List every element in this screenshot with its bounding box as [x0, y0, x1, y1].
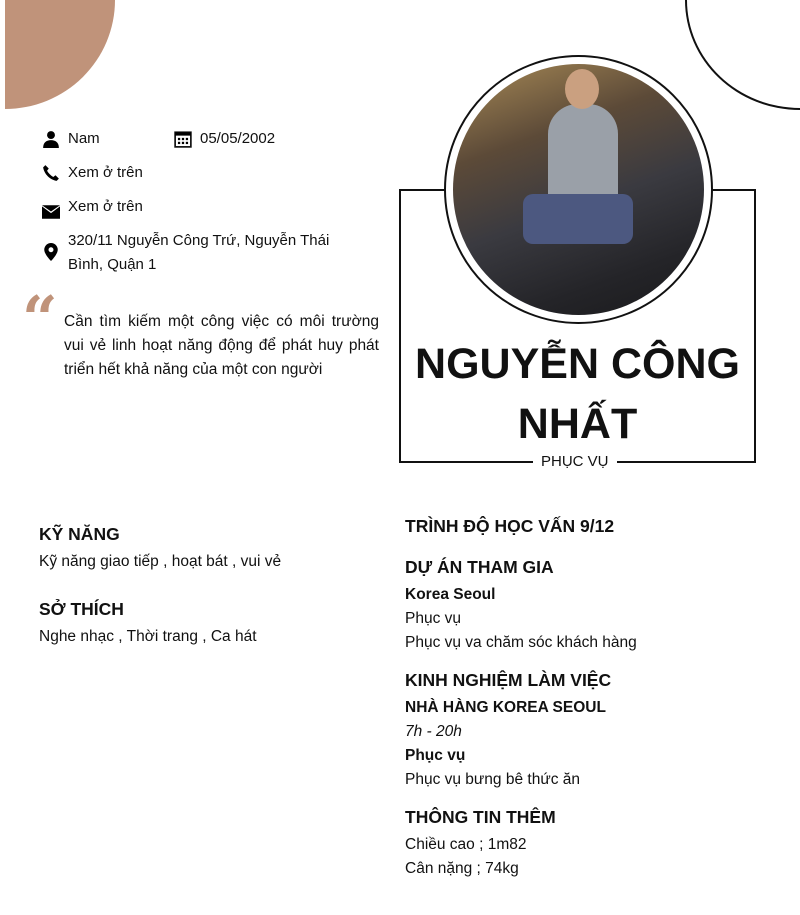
- gender-row: [42, 127, 100, 151]
- avatar-photo: [453, 64, 704, 315]
- email: Xem ở trên: [68, 198, 143, 215]
- project-name: Korea Seoul: [405, 586, 496, 603]
- job-title: PHỤC VỤ: [533, 452, 617, 472]
- career-objective: Cần tìm kiếm một công việc có môi trường vui vẻ linh hoạt năng động để phát huy phát triển hết khả năng của một con người: [64, 313, 379, 378]
- phone: Xem ở trên: [68, 164, 143, 181]
- experience-heading: KINH NGHIỆM LÀM VIỆC: [405, 670, 612, 690]
- dob: 05/05/2002: [200, 130, 276, 147]
- envelope-icon: [42, 203, 60, 221]
- projects-heading: DỰ ÁN THAM GIA: [405, 557, 554, 577]
- education-heading: TRÌNH ĐỘ HỌC VẤN 9/12: [405, 516, 615, 536]
- phone-row: [42, 161, 143, 185]
- experience-desc: Phục vụ bưng bê thức ăn: [405, 771, 581, 788]
- skills-heading: KỸ NĂNG: [39, 524, 120, 544]
- decor-circle-right: [685, 0, 800, 110]
- email-row: [42, 195, 143, 221]
- address: 320/11 Nguyễn Công Trứ, Nguyễn Thái Bình, Quận 1: [68, 232, 330, 273]
- dob-row: [174, 127, 275, 151]
- experience-company: NHÀ HÀNG KOREA SEOUL: [405, 699, 606, 716]
- skills-text: Kỹ năng giao tiếp , hoạt bát , vui vẻ: [39, 553, 282, 570]
- experience-time: 7h - 20h: [405, 723, 462, 740]
- experience-position: Phục vụ: [405, 747, 466, 764]
- address-row: [42, 229, 362, 277]
- full-name: NGUYỄN CÔNG NHẤT: [415, 340, 740, 448]
- extra-weight: Cân nặng ; 74kg: [405, 860, 519, 877]
- location-pin-icon: [42, 243, 60, 261]
- calendar-icon: [174, 130, 192, 148]
- extra-height: Chiều cao ; 1m82: [405, 836, 527, 853]
- hobbies-text: Nghe nhạc , Thời trang , Ca hát: [39, 628, 257, 645]
- project-desc: Phục vụ va chăm sóc khách hàng: [405, 634, 637, 651]
- hobbies-heading: SỞ THÍCH: [39, 599, 124, 619]
- phone-icon: [42, 164, 60, 182]
- quote-icon: “: [22, 282, 58, 355]
- extra-heading: THÔNG TIN THÊM: [405, 807, 556, 827]
- project-role: Phục vụ: [405, 610, 462, 627]
- decor-circle-left: [5, 0, 115, 109]
- gender: Nam: [68, 130, 100, 147]
- person-icon: [42, 130, 60, 148]
